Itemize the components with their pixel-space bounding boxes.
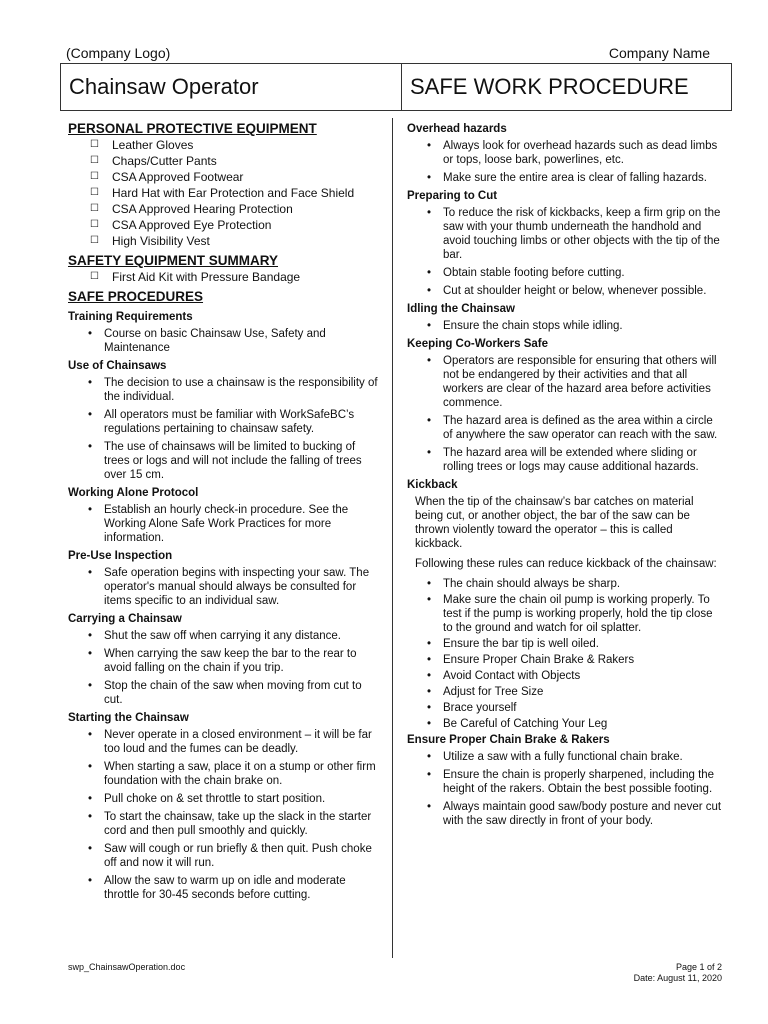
bullet-item: • The decision to use a chainsaw is the responsibility of the individual. (68, 376, 378, 404)
procedure-section (68, 549, 378, 608)
section-heading: Use of Chainsaws (68, 360, 167, 372)
footer-page-info (634, 962, 722, 984)
bullet-item: • Ensure Proper Chain Brake & Rakers (407, 653, 722, 667)
bullet-item: • Safe operation begins with inspecting your saw. The operator's manual should always be consulted for items specific to an individual saw. (68, 566, 378, 608)
section-bullet-list (68, 376, 378, 482)
job-title: Chainsaw Operator (61, 64, 402, 110)
right-column (407, 122, 722, 832)
bullet-item: • Brace yourself (407, 701, 722, 715)
bullet-item: • To reduce the risk of kickbacks, keep a firm grip on the saw with your thumb underneath the handhold and avoid touching limbs or other objects with the tip of the bar. (407, 206, 722, 262)
bullet-item: • Stop the chain of the saw when moving from cut to cut. (68, 679, 378, 707)
section-bullet-list (68, 629, 378, 707)
column-divider (392, 118, 393, 958)
section-bullet-list (407, 139, 722, 185)
bullet-item: • Establish an hourly check-in procedure. See the Working Alone Safe Work Practices for more information. (68, 503, 378, 545)
bullet-item: • Ensure the bar tip is well oiled. (407, 637, 722, 651)
document-title: SAFE WORK PROCEDURE (410, 74, 689, 99)
section-bullet-list (407, 319, 722, 333)
bullet-item: • Make sure the chain oil pump is working properly. To test if the pump is working properly, hold the tip close to the ground and watch for oil splatter. (407, 593, 722, 635)
document-date: Date: August 11, 2020 (633, 973, 722, 983)
bullet-item: • Pull choke on & set throttle to start position. (68, 792, 378, 806)
procedure-section (68, 612, 378, 707)
section-heading: Overhead hazards (407, 123, 507, 135)
footer-filename: swp_ChainsawOperation.doc (68, 962, 186, 972)
section-heading: Preparing to Cut (407, 190, 498, 202)
section-heading: Carrying a Chainsaw (68, 613, 182, 625)
bullet-item: • Be Careful of Catching Your Leg (407, 717, 722, 731)
bullet-item: • The use of chainsaws will be limited to bucking of trees or logs and will not include the falling of trees over 15 cm. (68, 440, 378, 482)
checklist-item: ☐ First Aid Kit with Pressure Bandage (68, 270, 378, 284)
company-logo-placeholder: (Company Logo) (66, 45, 171, 61)
bullet-item: • The chain should always be sharp. (407, 577, 722, 591)
kickback-rules-intro: Following these rules can reduce kickback of the chainsaw: (415, 558, 717, 570)
safe-procedures-heading: SAFE PROCEDURES (68, 289, 204, 304)
page-number: Page 1 of 2 (675, 962, 722, 972)
bullet-item: • The hazard area will be extended where sliding or rolling trees or logs may cause additional hazards. (407, 446, 722, 474)
left-column (68, 122, 378, 906)
section-heading: Keeping Co-Workers Safe (407, 338, 549, 350)
chain-brake-list (407, 750, 722, 828)
bullet-item: • Always look for overhead hazards such as dead limbs or tops, loose bark, powerlines, etc. (407, 139, 722, 167)
procedure-section (68, 711, 378, 902)
checklist-item: ☐ High Visibility Vest (68, 234, 378, 248)
procedure-section (68, 486, 378, 545)
bullet-item: • Ensure the chain is properly sharpened, including the height of the rakers. Obtain the best possible footing. (407, 768, 722, 796)
procedure-section (407, 122, 722, 185)
chain-brake-heading: Ensure Proper Chain Brake & Rakers (407, 734, 610, 746)
section-bullet-list (68, 728, 378, 902)
ppe-list (68, 138, 378, 248)
section-heading: Idling the Chainsaw (407, 303, 515, 315)
ppe-heading: PERSONAL PROTECTIVE EQUIPMENT (68, 121, 317, 136)
bullet-item: • To start the chainsaw, take up the slack in the starter cord and then pull smoothly and quickly. (68, 810, 378, 838)
bullet-item: • Make sure the entire area is clear of falling hazards. (407, 171, 722, 185)
bullet-item: • When starting a saw, place it on a stump or other firm foundation with the chain brake on. (68, 760, 378, 788)
kickback-paragraph: When the tip of the chainsaw’s bar catches on material being cut, or another object, the bar of the saw can be thrown violently toward the operator – this is called kickback. (415, 496, 694, 550)
right-sections (407, 122, 722, 474)
procedure-sections (68, 310, 378, 902)
bullet-item: • The hazard area is defined as the area within a circle of anywhere the saw operator can reach with the saw. (407, 414, 722, 442)
procedure-section (407, 302, 722, 333)
checklist-item: ☐ CSA Approved Hearing Protection (68, 202, 378, 216)
section-bullet-list (407, 354, 722, 474)
bullet-item: • Cut at shoulder height or below, whenever possible. (407, 284, 722, 298)
bullet-item: • Always maintain good saw/body posture and never cut with the saw directly in front of your body. (407, 800, 722, 828)
bullet-item: • When carrying the saw keep the bar to the rear to avoid falling on the chain if you trip. (68, 647, 378, 675)
section-bullet-list (68, 327, 378, 355)
procedure-section (68, 359, 378, 482)
title-table (60, 63, 732, 111)
section-heading: Training Requirements (68, 311, 193, 323)
safety-equipment-heading: SAFETY EQUIPMENT SUMMARY (68, 253, 279, 268)
procedure-section (68, 310, 378, 355)
bullet-item: • Allow the saw to warm up on idle and moderate throttle for 30-45 seconds before cutting. (68, 874, 378, 902)
bullet-item: • Saw will cough or run briefly & then quit. Push choke off and now it will run. (68, 842, 378, 870)
bullet-item: • Course on basic Chainsaw Use, Safety and Maintenance (68, 327, 378, 355)
checklist-item: ☐ Leather Gloves (68, 138, 378, 152)
procedure-section (407, 337, 722, 474)
bullet-item: • Never operate in a closed environment – it will be far too loud and the fumes can be deadly. (68, 728, 378, 756)
bullet-item: • Obtain stable footing before cutting. (407, 266, 722, 280)
checklist-item: ☐ Chaps/Cutter Pants (68, 154, 378, 168)
company-name: Company Name (608, 45, 710, 61)
checklist-item: ☐ CSA Approved Footwear (68, 170, 378, 184)
section-bullet-list (68, 503, 378, 545)
bullet-item: • Shut the saw off when carrying it any distance. (68, 629, 378, 643)
bullet-item: • Adjust for Tree Size (407, 685, 722, 699)
bullet-item: • Avoid Contact with Objects (407, 669, 722, 683)
kickback-rules-list (407, 577, 722, 731)
checklist-item: ☐ CSA Approved Eye Protection (68, 218, 378, 232)
section-heading: Pre-Use Inspection (68, 550, 173, 562)
bullet-item: • Utilize a saw with a fully functional chain brake. (407, 750, 722, 764)
procedure-section (407, 189, 722, 298)
section-bullet-list (68, 566, 378, 608)
bullet-item: • All operators must be familiar with WorkSafeBC’s regulations pertaining to chainsaw safety. (68, 408, 378, 436)
bullet-item: • Operators are responsible for ensuring that others will not be endangered by their activities and that all workers are clear of the hazard area before activities commence. (407, 354, 722, 410)
kickback-heading: Kickback (407, 479, 458, 491)
section-heading: Starting the Chainsaw (68, 712, 189, 724)
section-heading: Working Alone Protocol (68, 487, 199, 499)
checklist-item: ☐ Hard Hat with Ear Protection and Face Shield (68, 186, 378, 200)
bullet-item: • Ensure the chain stops while idling. (407, 319, 722, 333)
safety-equipment-list (68, 270, 378, 284)
section-bullet-list (407, 206, 722, 298)
